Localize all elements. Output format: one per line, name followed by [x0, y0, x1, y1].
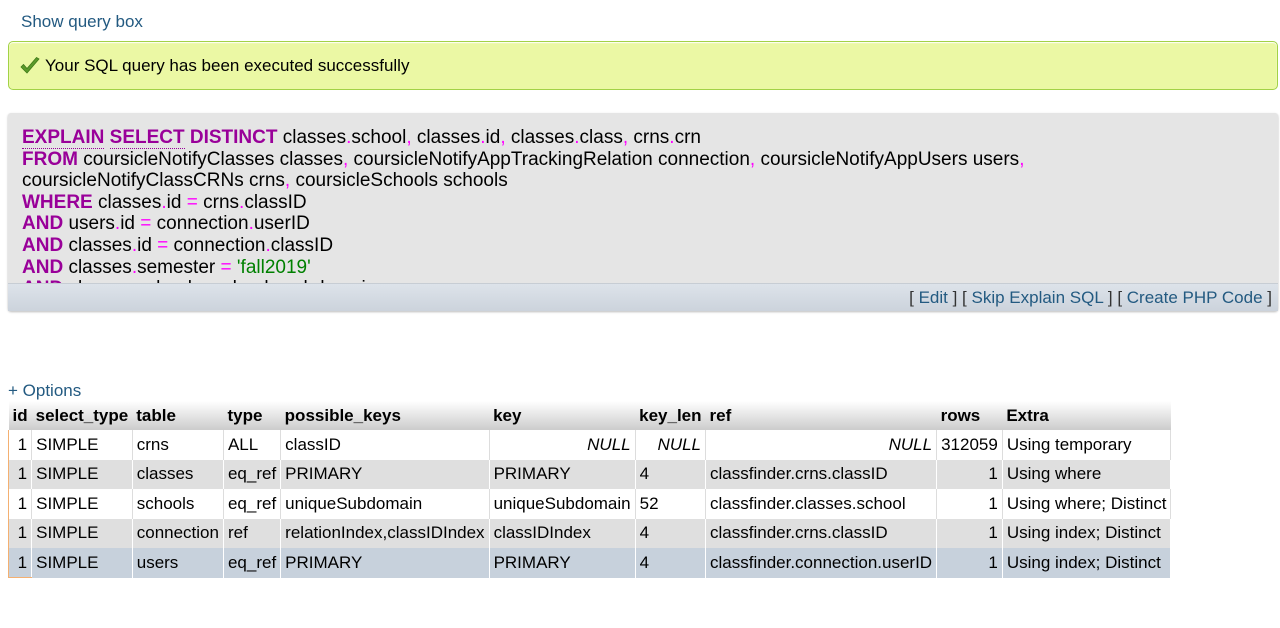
sql-text: userID — [253, 213, 310, 235]
sql-keyword: DISTINCT — [189, 127, 278, 148]
sql-text: coursicleNotifyAppTrackingRelation connection — [348, 148, 750, 170]
sql-text: classes — [63, 234, 132, 256]
sql-text: coursicleNotifyClassCRNs crns — [22, 170, 285, 192]
cell-ref: classfinder.crns.classID — [706, 460, 937, 490]
sql-operator: , — [284, 170, 291, 192]
sql-line — [22, 213, 1262, 235]
column-header-possible-keys[interactable]: possible_keys — [281, 401, 489, 430]
sql-text — [104, 127, 109, 148]
sql-text: classes — [411, 127, 481, 148]
sql-text: class — [579, 127, 623, 148]
cell-extra: Using temporary — [1002, 430, 1171, 460]
sql-line — [22, 149, 1262, 171]
column-header-select-type[interactable]: select_type — [32, 401, 133, 430]
cell-table: users — [132, 548, 223, 578]
column-header-key[interactable]: key — [489, 401, 635, 430]
check-icon — [19, 56, 41, 76]
cell-select-type: SIMPLE — [32, 460, 133, 490]
cell-key-len: 52 — [635, 489, 705, 519]
sql-operator: , — [406, 127, 412, 148]
explain-result-table — [8, 401, 1171, 578]
sql-operator: . — [114, 213, 121, 235]
sql-text: id — [166, 191, 187, 213]
sql-operator: , — [500, 127, 506, 148]
sql-operator: . — [669, 127, 675, 148]
sql-line — [22, 192, 1262, 214]
edit-link[interactable]: Edit — [918, 288, 948, 307]
success-message-box — [8, 41, 1278, 90]
cell-type: eq_ref — [223, 489, 280, 519]
sql-operator: . — [265, 234, 271, 256]
sql-text: classID — [244, 191, 307, 213]
sql-operator: . — [346, 127, 352, 148]
cell-select-type: SIMPLE — [32, 519, 133, 549]
cell-key: PRIMARY — [489, 548, 635, 578]
sql-operator: = — [140, 213, 152, 235]
sql-actions-bar: [ Edit ] [ Skip Explain SQL ] [ Create PHP Code ] — [8, 283, 1278, 311]
table-row[interactable] — [9, 460, 1171, 490]
cell-extra: Using index; Distinct — [1002, 548, 1171, 578]
cell-select-type: SIMPLE — [32, 548, 133, 578]
cell-ref: classfinder.crns.classID — [706, 519, 937, 549]
sql-line — [22, 235, 1262, 257]
sql-line — [22, 257, 1262, 279]
sql-text: connection — [168, 234, 266, 256]
skip-explain-link[interactable]: Skip Explain SQL — [971, 288, 1104, 307]
cell-possible-keys: relationIndex,classIDIndex — [281, 519, 489, 549]
cell-type: ALL — [223, 430, 280, 460]
sql-operator: . — [480, 127, 486, 148]
cell-key: NULL — [489, 430, 635, 460]
table-row[interactable] — [9, 548, 1171, 578]
cell-select-type: SIMPLE — [32, 430, 133, 460]
cell-ref: classfinder.classes.school — [706, 489, 937, 519]
cell-key: PRIMARY — [489, 460, 635, 490]
cell-id: 1 — [9, 460, 32, 490]
sql-operator: . — [574, 127, 580, 148]
sql-text: classes — [92, 191, 162, 213]
sql-keyword: SELECT — [109, 127, 185, 148]
column-header-key-len[interactable]: key_len — [635, 401, 705, 430]
cell-id: 1 — [9, 489, 32, 519]
sql-text: semester — [137, 256, 221, 278]
sql-text: connection — [151, 213, 249, 235]
sql-operator: . — [131, 234, 138, 256]
sql-text: id — [485, 127, 501, 148]
cell-ref: classfinder.connection.userID — [706, 548, 937, 578]
cell-key-len: 4 — [635, 519, 705, 549]
sql-operator: , — [749, 148, 756, 170]
cell-rows: 1 — [937, 548, 1003, 578]
column-header-rows[interactable]: rows — [937, 401, 1003, 430]
sql-operator: , — [622, 127, 629, 148]
sql-text: id — [120, 213, 141, 235]
cell-key-len: 4 — [635, 460, 705, 490]
table-row[interactable] — [9, 519, 1171, 549]
show-query-box-link[interactable]: Show query box — [21, 12, 143, 31]
sql-line — [22, 127, 1262, 149]
sql-text: classID — [270, 234, 334, 256]
cell-table: crns — [132, 430, 223, 460]
sql-string: 'fall2019' — [236, 256, 311, 278]
sql-text: crn — [674, 127, 701, 148]
sql-keyword: AND — [22, 213, 64, 235]
cell-id: 1 — [9, 519, 32, 549]
cell-table: schools — [132, 489, 223, 519]
sql-line — [22, 170, 1262, 192]
cell-rows: 1 — [937, 519, 1003, 549]
column-header-table[interactable]: table — [132, 401, 223, 430]
sql-operator: . — [161, 191, 167, 213]
cell-select-type: SIMPLE — [32, 489, 133, 519]
cell-table: connection — [132, 519, 223, 549]
cell-ref: NULL — [706, 430, 937, 460]
sql-keyword: EXPLAIN — [22, 127, 105, 148]
sql-operator: = — [157, 234, 169, 256]
cell-rows: 1 — [937, 460, 1003, 490]
sql-text: crns — [628, 127, 670, 148]
sql-text: coursicleNotifyClasses classes — [77, 148, 343, 170]
cell-extra: Using where; Distinct — [1002, 489, 1171, 519]
sql-text: coursicleSchools schools — [290, 170, 508, 192]
column-header-type[interactable]: type — [223, 401, 280, 430]
cell-key-len: 4 — [635, 548, 705, 578]
create-php-link[interactable]: Create PHP Code — [1126, 288, 1263, 307]
sql-text: users — [63, 213, 115, 235]
column-header-extra[interactable]: Extra — [1002, 401, 1171, 430]
sql-text: school — [351, 127, 407, 148]
cell-key: classIDIndex — [489, 519, 635, 549]
cell-type: eq_ref — [223, 460, 280, 490]
sql-operator: , — [1019, 148, 1025, 170]
cell-possible-keys: classID — [281, 430, 489, 460]
cell-extra: Using where — [1002, 460, 1171, 490]
cell-possible-keys: PRIMARY — [281, 460, 489, 490]
sql-text: id — [137, 234, 158, 256]
cell-possible-keys: PRIMARY — [281, 548, 489, 578]
sql-operator: , — [342, 148, 349, 170]
cell-id: 1 — [9, 548, 32, 578]
sql-text: classes — [277, 127, 347, 148]
cell-key: uniqueSubdomain — [489, 489, 635, 519]
sql-operator: . — [239, 191, 245, 213]
sql-query-box — [8, 113, 1278, 311]
options-toggle[interactable]: + Options — [8, 381, 82, 400]
sql-operator: . — [248, 213, 254, 235]
sql-operator: = — [186, 191, 198, 213]
table-header-row — [9, 401, 1171, 430]
table-row[interactable] — [9, 430, 1171, 460]
sql-operator: . — [131, 256, 138, 278]
column-header-id[interactable]: id — [9, 401, 32, 430]
sql-text: classes — [505, 127, 575, 148]
cell-table: classes — [132, 460, 223, 490]
sql-text: coursicleNotifyAppUsers users — [755, 148, 1020, 170]
sql-keyword: WHERE — [22, 191, 93, 213]
table-body — [9, 430, 1171, 578]
sql-query-code — [22, 127, 1262, 285]
sql-operator: = — [220, 256, 232, 278]
sql-keyword: AND — [22, 256, 64, 278]
cell-id: 1 — [9, 430, 32, 460]
success-message-text: Your SQL query has been executed successfully — [45, 55, 410, 75]
sql-text: crns — [197, 191, 240, 213]
sql-text: classes — [63, 256, 132, 278]
cell-rows: 1 — [937, 489, 1003, 519]
cell-rows: 312059 — [937, 430, 1003, 460]
cell-type: eq_ref — [223, 548, 280, 578]
column-header-ref[interactable]: ref — [706, 401, 937, 430]
cell-extra: Using index; Distinct — [1002, 519, 1171, 549]
table-row[interactable] — [9, 489, 1171, 519]
cell-type: ref — [223, 519, 280, 549]
sql-keyword: FROM — [22, 148, 78, 170]
cell-possible-keys: uniqueSubdomain — [281, 489, 489, 519]
sql-keyword: AND — [22, 234, 64, 256]
cell-key-len: NULL — [635, 430, 705, 460]
